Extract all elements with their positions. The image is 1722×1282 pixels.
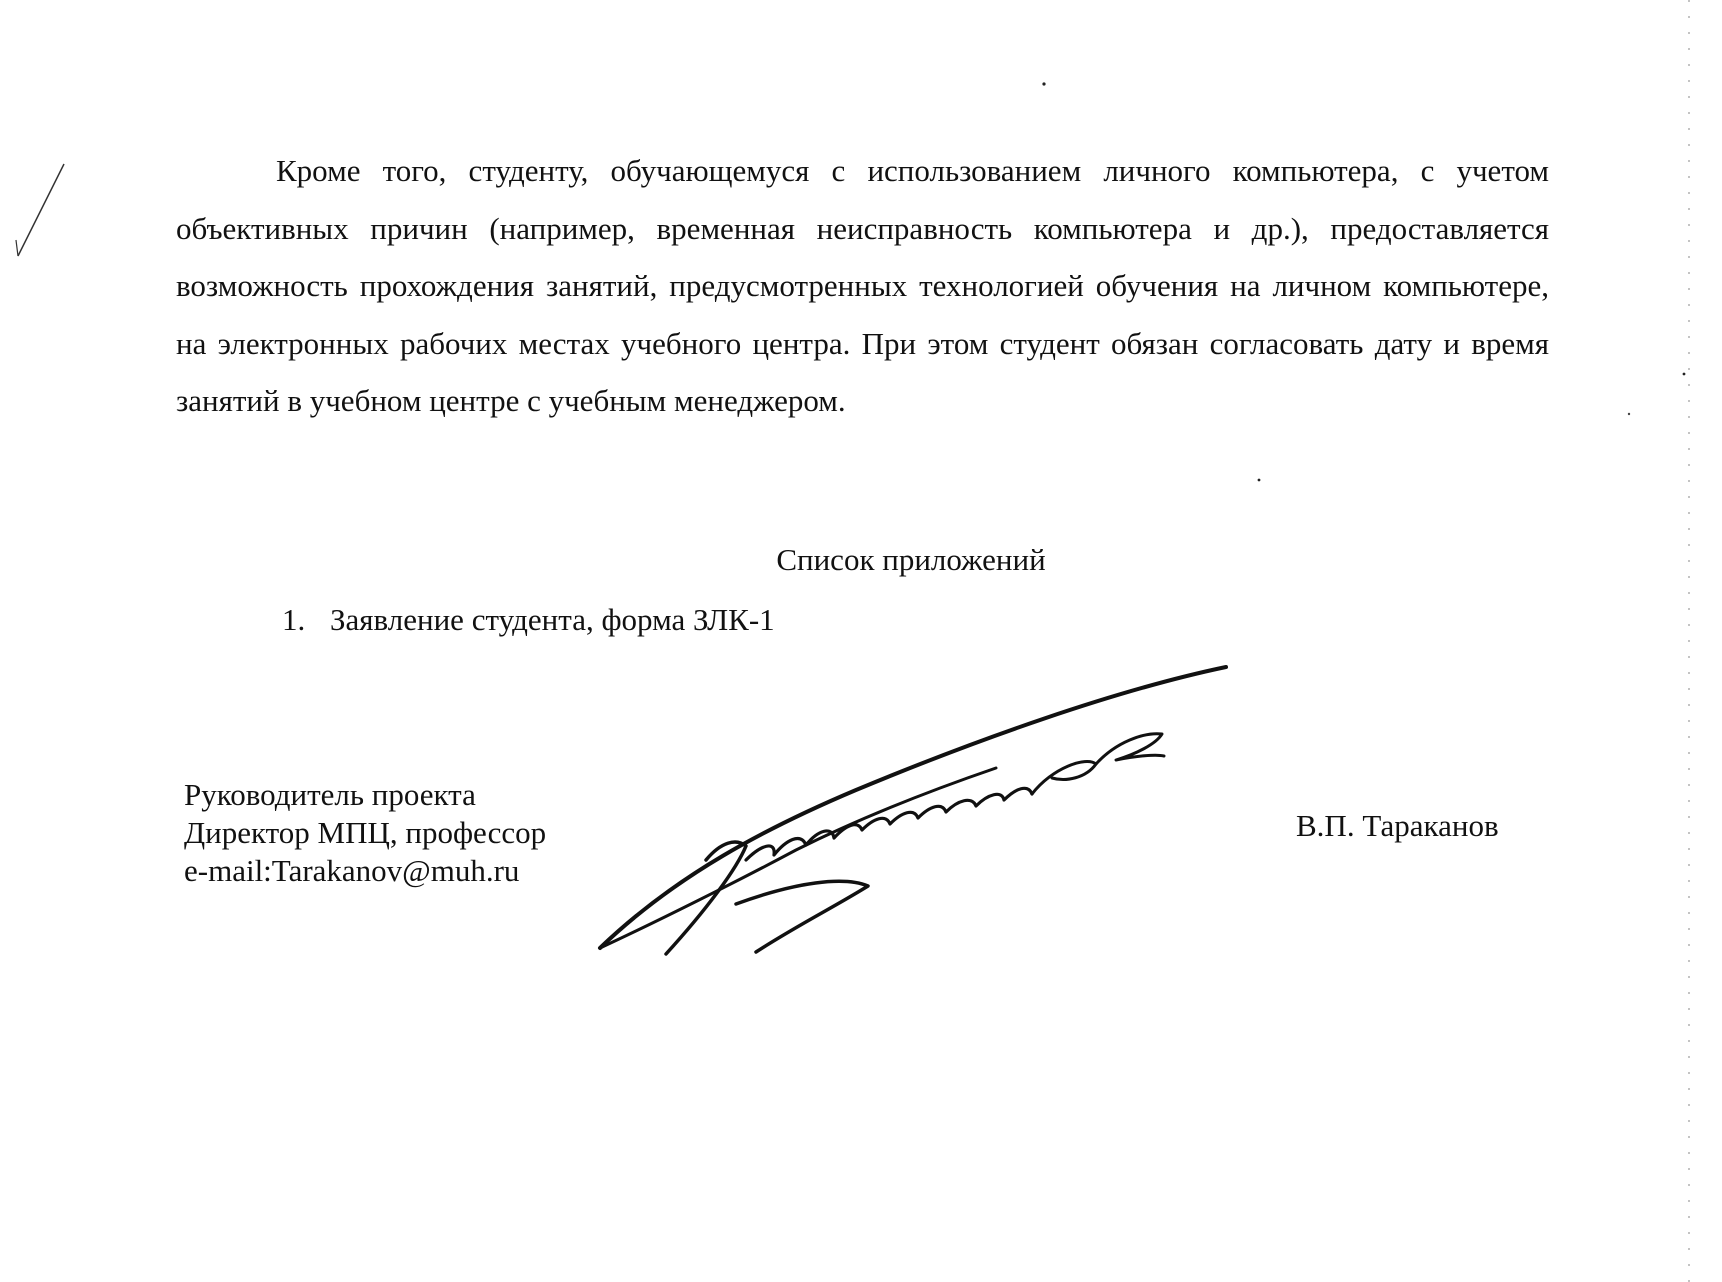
scan-dot	[1625, 410, 1633, 418]
signer-email: e-mail:Tarakanov@muh.ru	[184, 853, 520, 888]
signer-name: В.П. Тараканов	[1296, 808, 1499, 843]
body-paragraph: Кроме того, студенту, обучающемуся с использованием личного компьютера, с учетом объективных причин (например, временная неисправность компьютера и др.), предоставляется возможность прохождения занятий, предусмотренных технологией обучения на личном компьютере, на электронных рабочих местах учебного центра. При этом студент обязан согласовать дату и время занятий в учебном центре с учебным менеджером.	[176, 153, 1549, 418]
list-item	[282, 602, 775, 638]
scan-mark-left	[10, 160, 70, 260]
handwritten-signature	[596, 660, 1236, 970]
list-item-text: Заявление студента, форма ЗЛК-1	[330, 602, 775, 637]
signer-role: Руководитель проекта	[184, 777, 476, 812]
scan-dot	[1255, 476, 1263, 484]
signer-position: Директор МПЦ, профессор	[184, 815, 547, 850]
scan-dot	[1680, 370, 1688, 378]
appendix-list	[282, 602, 775, 638]
scan-dot	[1040, 80, 1048, 88]
scan-edge-right	[1688, 0, 1690, 1282]
appendix-heading: Список приложений	[776, 542, 1046, 577]
list-item-number: 1.	[282, 602, 306, 637]
signature-block	[184, 776, 546, 890]
